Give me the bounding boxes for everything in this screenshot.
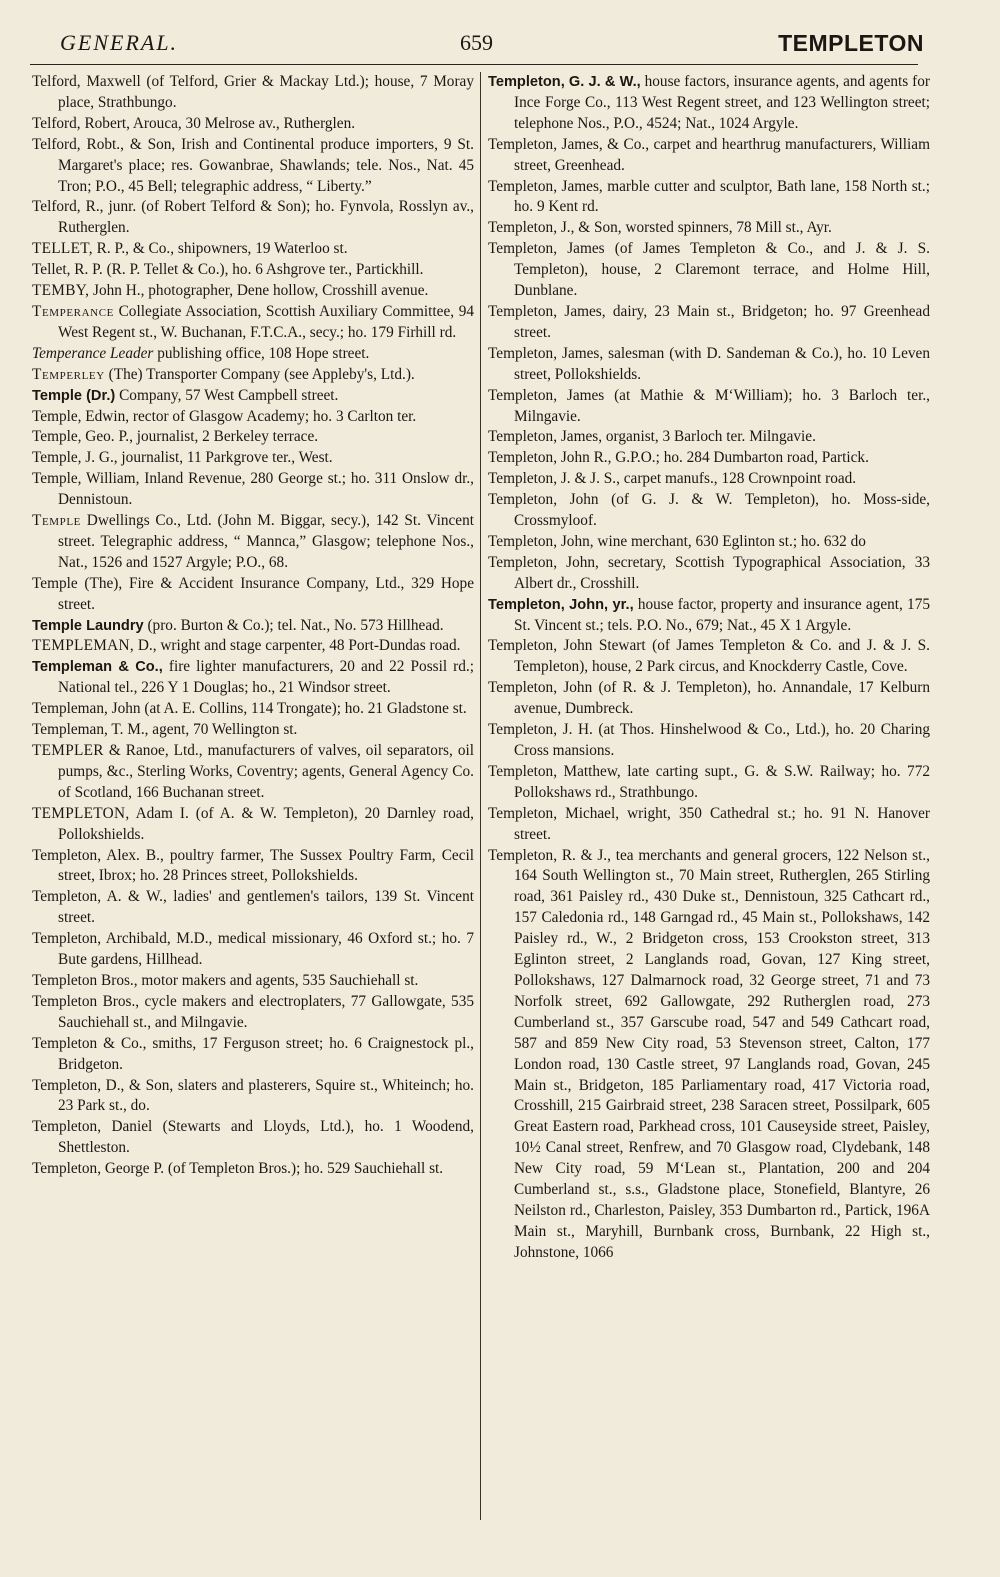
entry-details: Robert, Arouca, 30 Melrose av., Rutherglen. — [80, 114, 356, 132]
directory-entry — [488, 678, 930, 720]
entry-name: Temperance Leader — [32, 344, 154, 362]
entry-name: Templeman & Co., — [32, 659, 163, 676]
entry-name: TEMPLETON, — [32, 804, 130, 822]
entry-name: Temperley — [32, 365, 105, 383]
entry-details: & Co., smiths, 17 Ferguson street; ho. 6 Craignestock pl., Bridgeton. — [58, 1034, 474, 1073]
directory-entry — [32, 1159, 474, 1180]
directory-entry — [488, 595, 930, 637]
entry-details: T. M., agent, 70 Wellington st. — [107, 721, 298, 739]
entry-name: Temple — [32, 512, 82, 530]
entry-name: Templeton, — [488, 637, 558, 655]
directory-entry — [32, 365, 474, 386]
entry-details: fire lighter manufacturers, 20 and 22 Possil rd.; National tel., 226 Y 1 Douglas; ho., 21 Windsor street. — [58, 658, 474, 697]
entry-details: J. G., journalist, 11 Parkgrove ter., West. — [81, 449, 333, 467]
directory-entry — [488, 532, 930, 553]
entry-details: Archibald, M.D., medical missionary, 46 Oxford st.; ho. 7 Bute gardens, Hillhead. — [58, 930, 474, 969]
directory-entry — [32, 887, 474, 929]
entry-name: Temple Laundry — [32, 617, 144, 634]
entry-details: John, wine merchant, 630 Eglinton st.; ho. 632 do — [557, 532, 866, 550]
directory-entry — [32, 720, 474, 741]
entry-details: D., wright and stage carpenter, 48 Port-Dundas road. — [134, 637, 461, 655]
directory-entry — [32, 511, 474, 574]
entry-details: James, salesman (with D. Sandeman & Co.), ho. 10 Leven street, Pollokshields. — [514, 344, 930, 383]
entry-details: (pro. Burton & Co.); tel. Nat., No. 573 Hillhead. — [143, 616, 444, 634]
entry-name: Templeton, — [488, 344, 558, 362]
entry-name: Templeton, — [488, 762, 558, 780]
directory-entry — [32, 386, 474, 407]
entry-details: J. & J. S., carpet manufs., 128 Crownpoint road. — [557, 470, 857, 488]
entry-name: Templeton — [32, 992, 98, 1010]
directory-entry — [32, 657, 474, 699]
directory-entry — [32, 197, 474, 239]
entry-details: Edwin, rector of Glasgow Academy; ho. 3 Carlton ter. — [81, 407, 417, 425]
entry-name: Templeton, — [488, 219, 558, 237]
entry-details: Maxwell (of Telford, Grier & Mackay Ltd.); house, 7 Moray place, Strathbungo. — [58, 73, 474, 111]
entry-details: house factor, property and insurance agent, 175 St. Vincent st.; tels. P.O. No., 679; Nat., 45 X 1 Argyle. — [514, 595, 930, 634]
directory-entry — [488, 490, 930, 532]
directory-entry — [32, 636, 474, 657]
entry-name: Templeton, John, yr., — [488, 596, 634, 613]
page-header — [30, 28, 924, 62]
entry-details: Bros., cycle makers and electroplaters, 77 Gallowgate, 535 Sauchiehall st., and Milngavie. — [58, 992, 474, 1031]
entry-details: Daniel (Stewarts and Lloyds, Ltd.), ho. 1 Woodend, Shettleston. — [58, 1118, 474, 1157]
directory-entry — [488, 135, 930, 177]
directory-entry — [32, 741, 474, 804]
directory-entry — [32, 1117, 474, 1159]
entry-name: Templeton, — [488, 470, 558, 488]
entry-details: R. P., & Co., shipowners, 19 Waterloo st. — [92, 240, 348, 258]
directory-entry — [488, 218, 930, 239]
entry-name: Templeton, — [488, 177, 558, 195]
entry-name: Templeton, — [32, 888, 102, 906]
directory-entry — [32, 407, 474, 428]
entry-details: Adam I. (of A. & W. Templeton), 20 Darnley road, Pollokshields. — [58, 804, 474, 843]
entry-name: Temple, — [32, 428, 82, 446]
entry-name: Templeton, — [32, 930, 102, 948]
entry-name: Templeman, — [32, 700, 108, 718]
column-divider — [480, 72, 481, 1520]
entry-details: J. H. (at Thos. Hinshelwood & Co., Ltd.), ho. 20 Charing Cross mansions. — [514, 721, 930, 759]
entry-details: R. P. (R. P. Tellet & Co.), ho. 6 Ashgrove ter., Partickhill. — [70, 261, 424, 279]
entry-details: Bros., motor makers and agents, 535 Sauchiehall st. — [97, 971, 419, 989]
entry-name: TEMPLER — [32, 742, 104, 759]
entry-name: Templeton, — [488, 449, 558, 467]
entry-details: Robt., & Son, Irish and Continental produce importers, 9 St. Margaret's place; res. Gowanbrae, Shawlands; tele. Nos., Nat. 45 Tron; P.O., 45 Bell; telegraphic address, “ Liberty.” — [58, 135, 474, 195]
directory-entry — [32, 239, 474, 260]
entry-details: Collegiate Association, Scottish Auxiliary Committee, 94 West Regent st., W. Buchanan, F.T.C.A., secy.; ho. 179 Firhill rd. — [58, 302, 474, 341]
directory-entry — [32, 281, 474, 302]
entry-details: Alex. B., poultry farmer, The Sussex Poultry Farm, Cecil street, Ibrox; ho. 28 Princes street, Pollokshields. — [58, 846, 474, 885]
directory-entry — [32, 971, 474, 992]
directory-entry — [488, 846, 930, 1264]
directory-entry — [32, 699, 474, 720]
entry-details: John R., G.P.O.; ho. 284 Dumbarton road, Partick. — [557, 449, 869, 467]
entry-name: Temple, — [32, 407, 82, 425]
entry-name: Templeton, — [488, 804, 558, 822]
header-rule — [30, 64, 918, 65]
directory-entry — [488, 553, 930, 595]
entry-name: Templeton, — [488, 302, 558, 320]
directory-entry — [488, 427, 930, 448]
left-column — [32, 72, 474, 1567]
entry-name: Telford, — [32, 135, 81, 153]
directory-entry — [32, 302, 474, 344]
entry-details: R. & J., tea merchants and general grocers, 122 Nelson st., 164 South Wellington st., 70 Main street, Rutherglen, 265 Stirling road, 361 Paisley rd., 430 Duke st., Dennistoun, 325 Cathcart rd., 157 Caledonia rd., 148 Garngad rd., 45 Main st., Pollokshaws, 142 Paisley rd., W., 2 Bridgeton cross, 153 Crookston street, 313 Eglinton street, 2 Langlands road, Govan, 127 King street, Pollokshaws, 127 Dalmarnock road, 32 George street, 71 and 73 Norfolk street, 692 Gallowgate, 292 Rutherglen road, 273 Cumberland st., 357 Garscube road, 547 and 549 Cathcart road, 587 and 859 New City road, 53 Stevenson street, Calton, 177 London road, 130 Castle street, 97 Langlands road, Govan, 245 Main st., Bridgeton, 185 Parliamentary road, 417 Victoria road, Crosshill, 215 Gairbraid street, 238 Saracen street, Possilpark, 605 Great Eastern road, Parkhead cross, 101 Causeyside street, Paisley, 10½ Canal street, Renfrew, and 70 Glasgow road, Clydebank, 148 New City road, 59 M‘Lean st., Plantation, 200 and 204 Cumberland st., s.s., Gladstone place, Stonefield, Blantyre, 26 Neilston rd., Charleston, Paisley, 353 Dumbarton rd., Partick, 196A Main st., Maryhill, Burnbank cross, Burnbank, 22 High st., Johnstone, 1066 — [514, 846, 930, 1261]
directory-entry — [488, 636, 930, 678]
entry-name: Templeton, — [488, 721, 558, 739]
entry-name: Telford, — [32, 114, 81, 132]
entry-name: Templeton — [32, 971, 98, 989]
entry-details: James (of James Templeton & Co., and J. & J. S. Templeton), house, 2 Claremont terrace, and Holme Hill, Dunblane. — [514, 240, 930, 300]
directory-entry — [32, 260, 474, 281]
entry-details: John Stewart (of James Templeton & Co. and J. & J. S. Templeton), house, 2 Park circus, and Knockderry Castle, Cove. — [514, 637, 930, 676]
entry-details: James, & Co., carpet and hearthrug manufacturers, William street, Greenhead. — [514, 135, 930, 174]
entry-name: Templeton, — [32, 846, 102, 864]
directory-entry — [32, 1076, 474, 1118]
entry-details: Dwellings Co., Ltd. (John M. Biggar, secy.), 142 St. Vincent street. Telegraphic address, “ Mannca,” Glasgow; telephone Nos., Nat., 1526 and 1527 Argyle; P.O., 68. — [58, 512, 474, 571]
entry-name: Templeton, — [488, 846, 558, 864]
entry-name: Templeton, — [488, 532, 558, 550]
directory-entry — [32, 992, 474, 1034]
directory-entry — [32, 616, 474, 637]
entry-details: John H., photographer, Dene hollow, Crosshill avenue. — [89, 282, 429, 300]
directory-entry — [32, 344, 474, 365]
entry-name: Templeton, — [488, 135, 558, 153]
directory-entry — [488, 239, 930, 302]
running-head: TEMPLETON — [778, 30, 924, 56]
directory-entry — [32, 846, 474, 888]
directory-entry — [488, 448, 930, 469]
entry-details: John (of G. J. & W. Templeton), ho. Moss-side, Crossmyloof. — [514, 491, 930, 530]
entry-name: TEMPLEMAN, — [32, 637, 135, 655]
directory-entry — [488, 302, 930, 344]
entry-name: Temperance — [32, 302, 114, 320]
directory-entry — [32, 448, 474, 469]
section-title: GENERAL. — [60, 30, 179, 55]
directory-entry — [488, 386, 930, 428]
directory-entry — [488, 177, 930, 219]
entry-details: (The), Fire & Accident Insurance Company, Ltd., 329 Hope street. — [58, 574, 474, 613]
entry-details: A. & W., ladies' and gentlemen's tailors, 139 St. Vincent street. — [58, 888, 474, 927]
directory-entry — [488, 344, 930, 386]
entry-details: Geo. P., journalist, 2 Berkeley terrace. — [81, 428, 319, 446]
entry-details: Matthew, late carting supt., G. & S.W. Railway; ho. 772 Pollokshaws rd., Strathbungo. — [514, 762, 930, 801]
entry-name: Temple (Dr.) — [32, 387, 116, 404]
entry-name: Tellet, — [32, 261, 71, 279]
entry-name: Templeton, — [488, 428, 558, 446]
right-column — [488, 72, 930, 1567]
entry-name: Telford, — [32, 198, 81, 216]
directory-entry — [32, 1034, 474, 1076]
entry-details: D., & Son, slaters and plasterers, Squire st., Whiteinch; ho. 23 Park st., do. — [58, 1076, 474, 1115]
entry-details: Michael, wright, 350 Cathedral st.; ho. 91 N. Hanover street. — [514, 804, 930, 843]
entry-name: Temple — [32, 574, 78, 592]
entry-name: Templeton, — [488, 679, 558, 697]
directory-entry — [488, 469, 930, 490]
directory-entry — [32, 72, 474, 114]
entry-details: George P. (of Templeton Bros.); ho. 529 Sauchiehall st. — [101, 1160, 444, 1178]
entry-name: Templeton, — [488, 553, 558, 571]
entry-name: Templeton, — [32, 1118, 102, 1136]
directory-entry — [32, 427, 474, 448]
entry-details: J., & Son, worsted spinners, 78 Mill st., Ayr. — [557, 219, 832, 237]
entry-details: John, secretary, Scottish Typographical Association, 33 Albert dr., Crosshill. — [514, 553, 930, 592]
directory-entry — [32, 574, 474, 616]
entry-name: Temple, — [32, 470, 82, 488]
directory-entry — [488, 72, 930, 135]
entry-details: James, organist, 3 Barloch ter. Milngavie. — [557, 428, 816, 446]
directory-entry — [32, 929, 474, 971]
entry-details: house factors, insurance agents, and agents for Ince Forge Co., 113 West Regent street, and 123 Wellington street; telephone Nos., P.O., 4524; Nat., 1024 Argyle. — [514, 73, 930, 132]
entry-details: R., junr. (of Robert Telford & Son); ho. Fynvola, Rosslyn av., Rutherglen. — [58, 198, 474, 237]
entry-name: Templeton, — [488, 240, 558, 258]
entry-name: Templeton, — [32, 1076, 102, 1094]
entry-details: & Ranoe, Ltd., manufacturers of valves, oil separators, oil pumps, &c., Sterling Works, Coventry; agents, General Agency Co. of Scotland, 166 Buchanan street. — [58, 742, 474, 801]
entry-name: Templeman, — [32, 721, 108, 739]
entry-name: Templeton, — [32, 1160, 102, 1178]
entry-name: TEMBY, — [32, 282, 90, 300]
entry-details: William, Inland Revenue, 280 George st.; ho. 311 Onslow dr., Dennistoun. — [58, 470, 474, 509]
directory-entry — [32, 114, 474, 135]
directory-entry — [488, 804, 930, 846]
entry-name: Templeton — [32, 1034, 98, 1052]
directory-entry — [488, 762, 930, 804]
page-number: 659 — [460, 30, 493, 55]
directory-entry — [32, 804, 474, 846]
directory-entry — [488, 720, 930, 762]
entry-name: Templeton, — [488, 491, 558, 509]
directory-entry — [32, 469, 474, 511]
entry-name: Telford, — [32, 73, 81, 90]
entry-name: Templeton, — [488, 386, 558, 404]
directory-entry — [32, 135, 474, 198]
entry-details: publishing office, 108 Hope street. — [153, 344, 370, 362]
entry-details: James (at Mathie & M‘William); ho. 3 Barloch ter., Milngavie. — [514, 386, 930, 425]
entry-name: Templeton, G. J. & W., — [488, 74, 641, 90]
entry-details: James, marble cutter and sculptor, Bath lane, 158 North st.; ho. 9 Kent rd. — [514, 177, 930, 216]
entry-name: TELLET, — [32, 240, 93, 258]
entry-details: John (at A. E. Collins, 114 Trongate); ho. 21 Gladstone st. — [107, 700, 467, 718]
entry-details: John (of R. & J. Templeton), ho. Annandale, 17 Kelburn avenue, Dumbreck. — [514, 679, 930, 718]
entry-details: (The) Transporter Company (see Appleby's, Ltd.). — [104, 365, 415, 383]
entry-name: Temple, — [32, 449, 82, 467]
entry-details: Company, 57 West Campbell street. — [115, 386, 339, 404]
entry-details: James, dairy, 23 Main st., Bridgeton; ho. 97 Greenhead street. — [514, 302, 930, 341]
